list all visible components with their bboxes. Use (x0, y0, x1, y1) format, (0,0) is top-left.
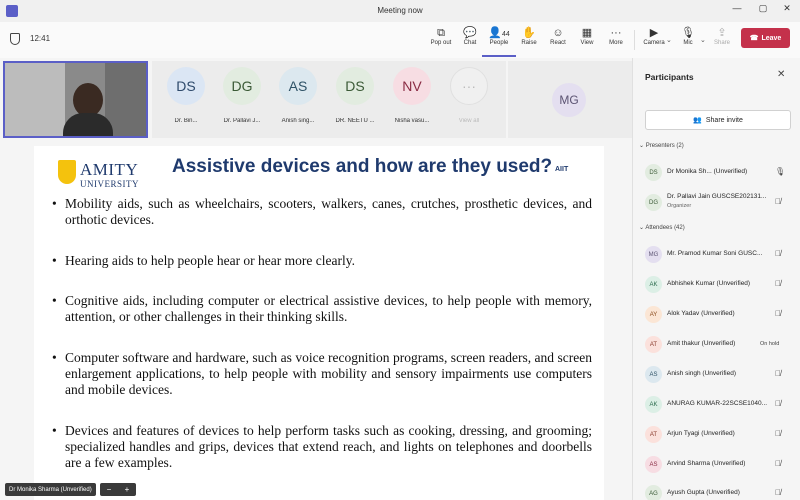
avatar: AT (645, 336, 662, 353)
presenter-name-tag: Dr Monika Sharma (Unverified) (5, 483, 96, 496)
react-button[interactable]: ☺ React (541, 26, 575, 46)
participant-row[interactable]: AS Anish singh (Unverified) 🎙̸ (643, 362, 793, 388)
popout-icon: ⧉ (437, 27, 445, 39)
avatar: NV (393, 67, 431, 105)
participant-row[interactable]: AK Abhishek Kumar (Unverified) 🎙̸ (643, 272, 793, 298)
more-button[interactable]: ··· More (599, 26, 633, 46)
slide-bullet: • Mobility aids, such as wheelchairs, scooters, walkers, canes, crutches, prosthetic devices, and orthotic devices. (52, 196, 592, 228)
mic-muted-icon: 🎙̸ (775, 249, 781, 258)
shared-slide (34, 146, 604, 500)
participant-row[interactable]: AT Amit thakur (Unverified) On hold (643, 332, 793, 358)
amity-crest-icon (58, 160, 76, 184)
mic-muted-icon: 🎙̸ (775, 488, 781, 497)
mic-off-icon: 🎙 (681, 27, 695, 39)
meeting-toolbar (0, 22, 800, 58)
amity-university-logo: AMITY UNIVERSITY (58, 160, 158, 190)
avatar: DG (223, 67, 261, 105)
participant-row[interactable]: AS Arvind Sharma (Unverified) 🎙̸ (643, 452, 793, 478)
participant-row[interactable]: AT Arjun Tyagi (Unverified) 🎙̸ (643, 422, 793, 448)
view-icon: ▦ (581, 27, 593, 39)
toolbar-divider (634, 30, 635, 50)
slide-title: Assistive devices and how are they used? (172, 156, 553, 177)
chat-button[interactable]: 💬 Chat (453, 26, 487, 46)
mic-muted-icon: 🎙̸ (775, 429, 781, 438)
participant-row[interactable]: AK ANURAG KUMAR-22SCSE1040... 🎙̸ (643, 392, 793, 418)
slide-bullet: • Devices and features of devices to help perform tasks such as cooking, dressing, and grooming; specialized handles and grips, devices that extend reach, and lights on telephones and doorbells are a few examples. (52, 423, 592, 471)
window-title: Meeting now (377, 6, 423, 15)
avatar: DS (336, 67, 374, 105)
participant-row[interactable]: AY Alok Yadav (Unverified) 🎙̸ (643, 302, 793, 328)
close-window-button[interactable]: ✕ (783, 3, 791, 13)
camera-off-icon: ▶ (649, 27, 659, 39)
share-icon: ⇪ (717, 27, 727, 39)
minimize-button[interactable]: — (732, 3, 742, 13)
mic-muted-icon: 🎙̸ (775, 459, 781, 468)
attendees-section-header[interactable]: ⌄ Attendees (42) (639, 225, 685, 231)
participant-tile[interactable]: NV Nisha vasu... (386, 67, 438, 124)
avatar: DS (645, 164, 662, 181)
slide-bullet: • Computer software and hardware, such as voice recognition programs, screen readers, and screen enlargement applications, to help people with mobility and sensory impairments use computers and mobile devices. (52, 350, 592, 398)
maximize-button[interactable]: ▢ (758, 3, 768, 13)
title-bar (0, 0, 800, 22)
participant-tile-large[interactable] (508, 61, 632, 138)
people-count-badge: 44 (501, 31, 510, 38)
on-hold-status: On hold (760, 341, 780, 347)
phone-hangup-icon: ☎ (749, 35, 759, 42)
meeting-stage (0, 58, 632, 500)
more-participants-icon: ··· (450, 67, 488, 105)
avatar: MG (552, 83, 586, 117)
slide-bullet: • Cognitive aids, including computer or electrical assistive devices, to help people with memory, attention, or other challenges in their thinking skills. (52, 293, 592, 325)
people-button[interactable]: 👤44 People (482, 26, 516, 57)
avatar: DS (167, 67, 205, 105)
raise-hand-button[interactable]: ✋ Raise (512, 26, 546, 46)
meeting-timer: 12:41 (30, 34, 51, 43)
participant-row[interactable]: DG Dr. Pallavi Jain GUSCSE202131... Organizer 🎙̸ (643, 190, 793, 216)
participant-gallery (152, 61, 506, 138)
camera-options-chevron-icon[interactable]: ⌄ (666, 37, 672, 44)
avatar: AS (279, 67, 317, 105)
share-invite-icon: 👥 (693, 117, 702, 124)
avatar: AK (645, 276, 662, 293)
camera-button[interactable]: ▶ Camera (637, 26, 671, 46)
mic-button[interactable]: 🎙 Mic (671, 26, 705, 46)
chat-icon: 💬 (463, 27, 477, 39)
participant-tile[interactable]: DG Dr. Pallavi J... (216, 67, 268, 124)
mic-icon: 🎙 (775, 167, 786, 176)
panel-title: Participants (645, 72, 694, 82)
close-panel-icon[interactable]: ✕ (777, 69, 786, 80)
aiit-tag: AIIT (555, 166, 569, 173)
avatar: AK (645, 396, 662, 413)
avatar: AT (645, 426, 662, 443)
slide-bullet: • Hearing aids to help people hear or hear more clearly. (52, 253, 592, 269)
avatar: DG (645, 194, 662, 211)
participant-row[interactable]: DS Dr Monika Sh... (Unverified) 🎙 (643, 160, 793, 186)
avatar: AS (645, 366, 662, 383)
share-button[interactable]: ⇪ Share (705, 26, 739, 46)
avatar: AY (645, 306, 662, 323)
organizer-label: Organizer (667, 203, 692, 209)
avatar: AS (645, 456, 662, 473)
leave-button[interactable]: ☎ Leave (741, 28, 790, 48)
zoom-out-button[interactable]: − (106, 485, 112, 494)
participants-panel (632, 58, 800, 500)
react-icon: ☺ (552, 27, 564, 39)
mic-muted-icon: 🎙̸ (775, 399, 781, 408)
avatar: AG (645, 485, 662, 500)
mic-muted-icon: 🎙̸ (775, 279, 781, 288)
participant-tile[interactable]: AS Anish sing... (272, 67, 324, 124)
avatar: MG (645, 246, 662, 263)
participant-tile[interactable]: DS DR. NEETU ... (329, 67, 381, 124)
participant-tile[interactable]: DS Dr. Bin... (160, 67, 212, 124)
presenter-video[interactable] (3, 61, 148, 138)
zoom-in-button[interactable]: + (124, 485, 130, 494)
participant-row[interactable]: MG Mr. Pramod Kumar Soni GUSC... 🎙̸ (643, 242, 793, 268)
participant-row[interactable]: AG Ayush Gupta (Unverified) 🎙̸ (643, 481, 793, 500)
mic-muted-icon: 🎙̸ (775, 197, 781, 206)
more-icon: ··· (610, 27, 622, 39)
presenters-section-header[interactable]: ⌄ Presenters (2) (639, 143, 684, 149)
mic-muted-icon: 🎙̸ (775, 369, 781, 378)
zoom-controls (100, 483, 136, 496)
mic-options-chevron-icon[interactable]: ⌄ (700, 37, 706, 44)
people-icon: 👤 (488, 27, 502, 39)
view-button[interactable]: ▦ View (570, 26, 604, 46)
raise-hand-icon: ✋ (522, 27, 536, 39)
shield-icon (10, 33, 20, 45)
share-invite-button[interactable]: 👥 Share invite (645, 110, 791, 130)
popout-button[interactable]: ⧉ Pop out (424, 26, 458, 46)
mic-muted-icon: 🎙̸ (775, 309, 781, 318)
view-all-button[interactable]: ··· View all (443, 67, 495, 124)
